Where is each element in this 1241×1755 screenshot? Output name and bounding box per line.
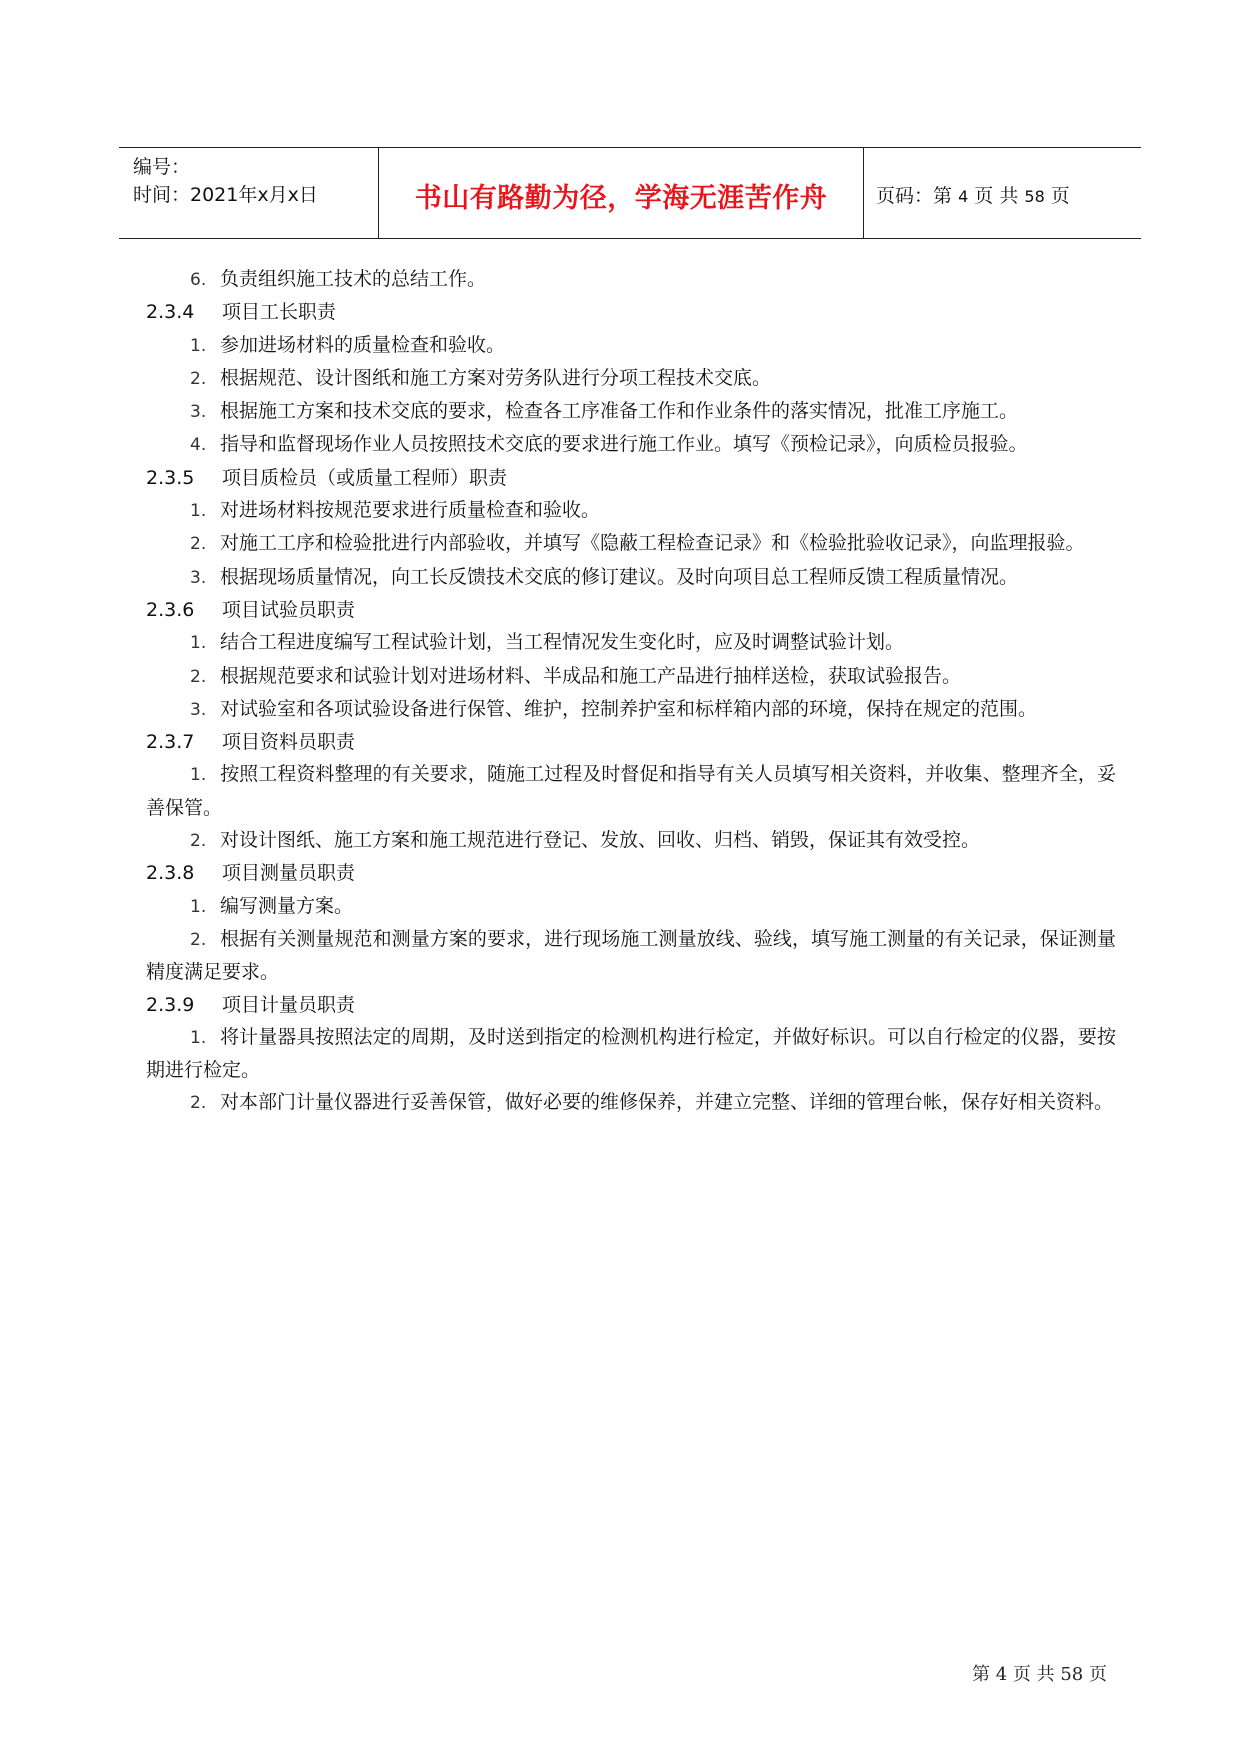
- item-text: 对试验室和各项试验设备进行保管、维护，控制养护室和标样箱内部的环境，保持在规定的范围。: [220, 697, 1038, 720]
- section-heading: [146, 726, 1116, 758]
- item-text: 结合工程进度编写工程试验计划，当工程情况发生变化时，应及时调整试验计划。: [220, 631, 905, 654]
- item-number: 2.: [190, 831, 207, 852]
- item-text: 对进场材料按规范要求进行质量检查和验收。: [220, 499, 601, 522]
- list-item: [146, 1086, 1116, 1119]
- list-item: [146, 561, 1116, 594]
- list-item: [146, 428, 1116, 461]
- list-item: [146, 824, 1116, 857]
- header-motto: 书山有路勤为径，学海无涯苦作舟: [414, 183, 828, 214]
- item-text: 根据规范要求和试验计划对进场材料、半成品和施工产品进行抽样送检，获取试验报告。: [220, 664, 962, 687]
- section-number: 2.3.5: [146, 466, 195, 489]
- item-number: 1.: [190, 335, 207, 356]
- section-title: 项目资料员职责: [222, 731, 356, 754]
- section-number: 2.3.9: [146, 993, 195, 1016]
- item-number: 3.: [190, 699, 207, 720]
- section-number: 2.3.7: [146, 731, 195, 754]
- header-motto-cell: [379, 148, 864, 238]
- item-text: 根据规范、设计图纸和施工方案对劳务队进行分项工程技术交底。: [220, 366, 772, 389]
- header-page-number: [876, 181, 1070, 208]
- item-text: 编写测量方案。: [220, 894, 354, 917]
- item-text: 按照工程资料整理的有关要求，随施工过程及时督促和指导有关人员填写相关资料，并收集、整理齐全，妥善保管。: [146, 763, 1116, 819]
- item-number: 1.: [190, 896, 207, 917]
- page-current: 4: [958, 187, 969, 206]
- item-number: 1.: [190, 1027, 207, 1048]
- section-title: 项目质检员（或质量工程师）职责: [222, 466, 508, 489]
- section-title: 项目计量员职责: [222, 993, 356, 1016]
- item-number: 2.: [190, 929, 207, 950]
- list-item: [146, 660, 1116, 693]
- section-heading: [146, 989, 1116, 1021]
- page-total: 58: [1024, 187, 1045, 206]
- item-text: 对设计图纸、施工方案和施工规范进行登记、发放、回收、归档、销毁，保证其有效受控。: [220, 829, 981, 852]
- list-item: [146, 890, 1116, 923]
- document-body: [146, 263, 1116, 1120]
- list-item: [146, 1021, 1116, 1087]
- list-item: [146, 693, 1116, 726]
- item-number: 2.: [190, 534, 207, 555]
- section-number: 2.3.8: [146, 862, 195, 885]
- item-text: 根据现场质量情况，向工长反馈技术交底的修订建议。及时向项目总工程师反馈工程质量情况。: [220, 565, 1019, 588]
- page-suffix: 页: [1050, 185, 1070, 207]
- item-number: 1.: [190, 633, 207, 654]
- page-footer: 第 4 页 共 58 页: [972, 1664, 1107, 1685]
- item-number: 3.: [190, 402, 207, 423]
- header-page-cell: [864, 148, 1141, 238]
- section-number: 2.3.4: [146, 301, 195, 324]
- item-number: 2.: [190, 666, 207, 687]
- item-number: 2.: [190, 1093, 207, 1114]
- section-heading: [146, 857, 1116, 889]
- item-text: 指导和监督现场作业人员按照技术交底的要求进行施工作业。填写《预检记录》，向质检员报验。: [220, 433, 1028, 456]
- section-heading: [146, 462, 1116, 494]
- list-item: [146, 923, 1116, 989]
- list-item: [146, 527, 1116, 560]
- item-number: 3.: [190, 567, 207, 588]
- list-item: [146, 494, 1116, 527]
- item-number: 2.: [190, 368, 207, 389]
- item-number: 4.: [190, 435, 207, 456]
- item-text: 参加进场材料的质量检查和验收。: [220, 333, 506, 356]
- item-text: 对施工工序和检验批进行内部验收，并填写《隐蔽工程检查记录》和《检验批验收记录》，向监理报验。: [220, 532, 1085, 555]
- item-number: 1.: [190, 501, 207, 522]
- section-heading: [146, 296, 1116, 328]
- document-code-label: 编号：: [133, 156, 191, 178]
- document-date: 时间：2021年x月x日: [133, 184, 318, 206]
- section-title: 项目测量员职责: [222, 862, 356, 885]
- list-item: [146, 362, 1116, 395]
- list-item: [146, 263, 1116, 296]
- list-item: [146, 626, 1116, 659]
- header-info-cell: [119, 148, 379, 238]
- list-item: [146, 329, 1116, 362]
- document-header: [119, 147, 1141, 239]
- section-title: 项目工长职责: [222, 301, 337, 324]
- item-text: 负责组织施工技术的总结工作。: [220, 268, 487, 290]
- item-text: 根据施工方案和技术交底的要求，检查各工序准备工作和作业条件的落实情况，批准工序施工。: [220, 400, 1019, 423]
- item-text: 将计量器具按照法定的周期，及时送到指定的检测机构进行检定，并做好标识。可以自行检定的仪器，要按期进行检定。: [146, 1025, 1116, 1082]
- list-item: [146, 395, 1116, 428]
- page-prefix: 页码：第: [876, 185, 953, 207]
- item-number: 6.: [190, 270, 207, 290]
- page-mid: 页 共: [974, 185, 1019, 207]
- section-heading: [146, 594, 1116, 626]
- item-text: 对本部门计量仪器进行妥善保管，做好必要的维修保养，并建立完整、详细的管理台帐，保存好相关资料。: [220, 1091, 1114, 1114]
- item-number: 1.: [190, 765, 207, 786]
- section-title: 项目试验员职责: [222, 598, 356, 621]
- section-number: 2.3.6: [146, 598, 195, 621]
- item-text: 根据有关测量规范和测量方案的要求，进行现场施工测量放线、验线，填写施工测量的有关记录，保证测量精度满足要求。: [146, 927, 1116, 984]
- list-item: [146, 758, 1116, 824]
